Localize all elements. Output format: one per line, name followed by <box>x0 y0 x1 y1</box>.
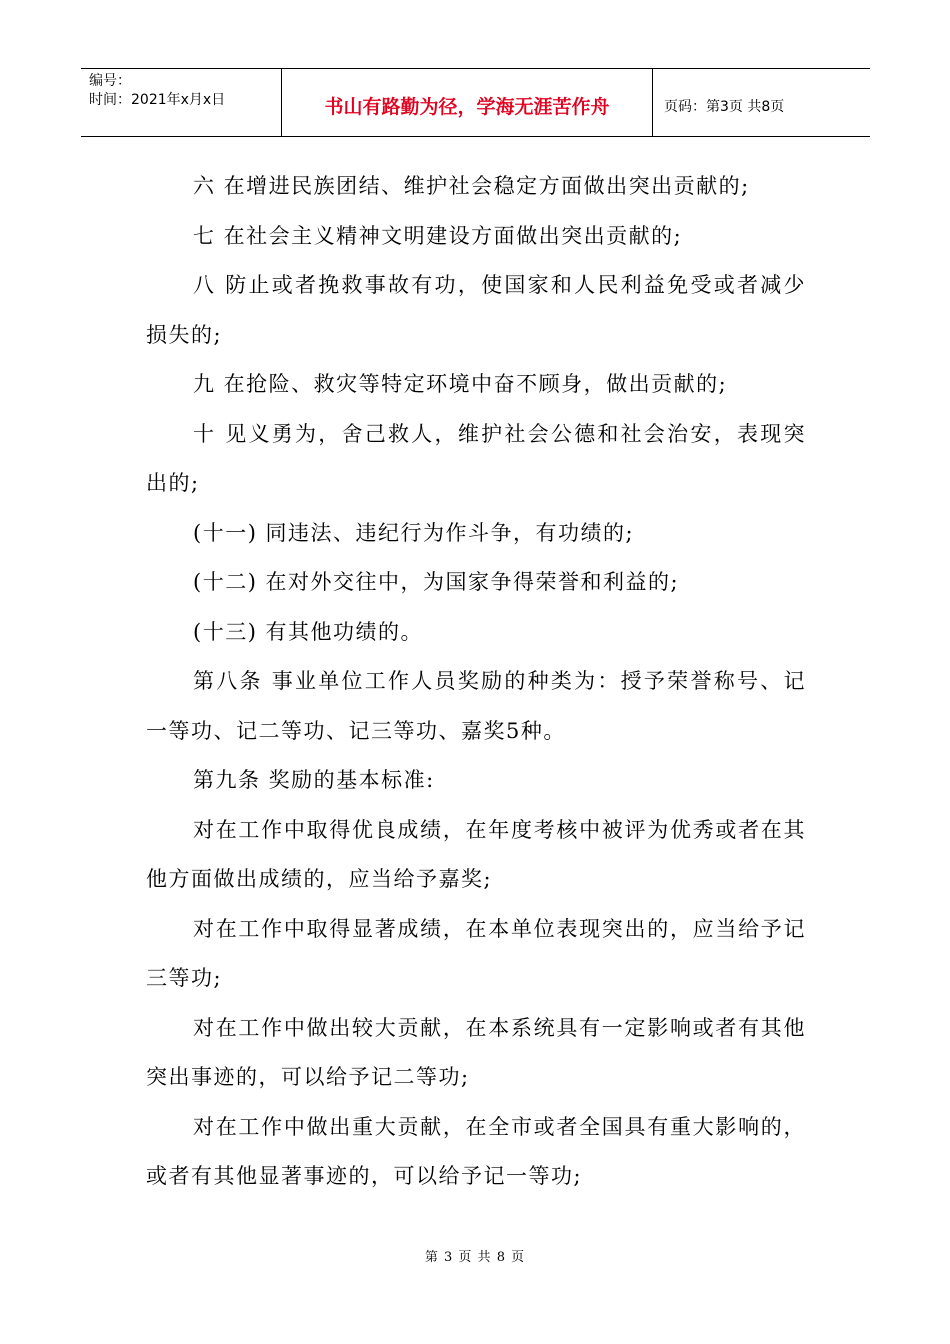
standard-first-class-merit: 对在工作中做出重大贡献，在全市或者全国具有重大影响的，或者有其他显著事迹的，可以给予记一等功; <box>146 1114 806 1188</box>
paragraph-item-9: 九 在抢险、救灾等特定环境中奋不顾身，做出贡献的; <box>193 372 728 396</box>
standard-third-class-merit: 对在工作中取得显著成绩，在本单位表现突出的，应当给予记三等功; <box>146 916 806 990</box>
standard-commendation: 对在工作中取得优良成绩，在年度考核中被评为优秀或者在其他方面做出成绩的，应当给予嘉奖; <box>146 817 806 891</box>
document-body <box>146 162 806 1202</box>
document-number-label: 编号： <box>89 73 131 89</box>
paragraph-item-12: (十二) 在对外交往中，为国家争得荣誉和利益的; <box>193 570 680 594</box>
paragraph-item-7: 七 在社会主义精神文明建设方面做出突出贡献的; <box>193 223 683 248</box>
paragraph-item-11: (十一) 同违法、违纪行为作斗争，有功绩的; <box>193 520 635 545</box>
header-page-info: 页码：第3页 共8页 <box>664 98 785 115</box>
document-time-label: 时间：2021年x月x日 <box>89 92 226 108</box>
header-motto: 书山有路勤为径，学海无涯苦作舟 <box>282 69 653 136</box>
paragraph-item-10: 十 见义勇为，舍己救人，维护社会公德和社会治安，表现突出的; <box>146 421 806 495</box>
paragraph-item-13: (十三) 有其他功绩的。 <box>193 619 424 644</box>
standard-second-class-merit: 对在工作中做出较大贡献，在本系统具有一定影响或者有其他突出事迹的，可以给予记二等功; <box>146 1015 806 1089</box>
page-header <box>81 68 870 137</box>
page-footer: 第 3 页 共 8 页 <box>424 1250 526 1265</box>
article-9: 第九条 奖励的基本标准: <box>193 768 435 792</box>
article-8: 第八条 事业单位工作人员奖励的种类为：授予荣誉称号、记一等功、记二等功、记三等功、嘉奖5种。 <box>146 669 806 743</box>
header-meta <box>81 69 282 136</box>
paragraph-item-6: 六 在增进民族团结、维护社会稳定方面做出突出贡献的; <box>193 174 750 198</box>
paragraph-item-8: 八 防止或者挽救事故有功，使国家和人民利益免受或者减少损失的; <box>146 273 806 347</box>
